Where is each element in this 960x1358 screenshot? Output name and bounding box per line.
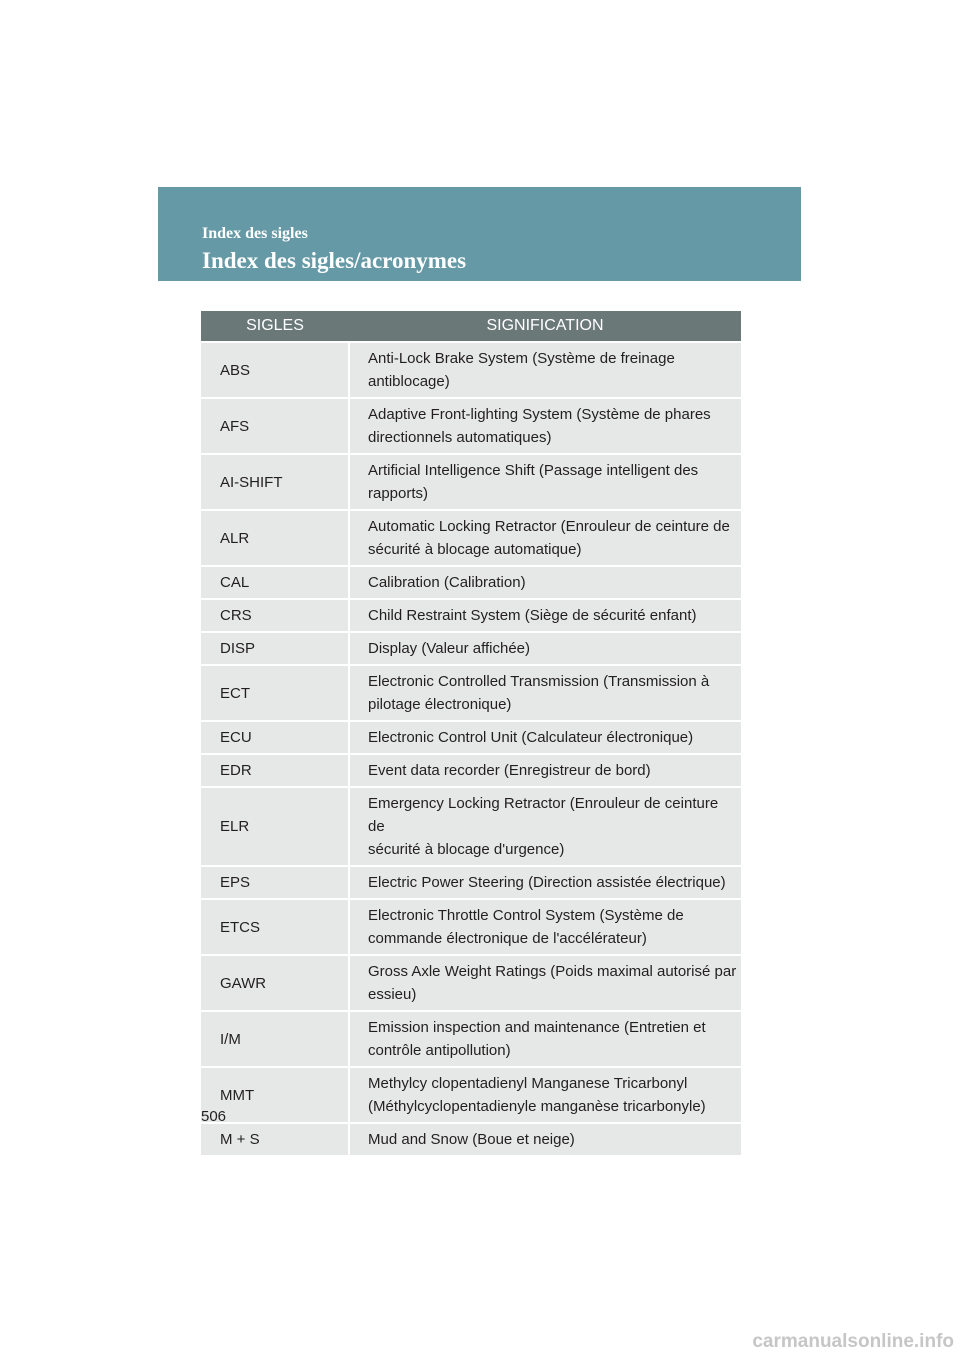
meaning-line: Electronic Control Unit (Calculateur électronique) <box>368 729 694 746</box>
acronym-cell: ALR <box>201 510 349 566</box>
acronym-cell: ECT <box>201 665 349 721</box>
meaning-cell <box>349 566 741 599</box>
meaning-cell <box>349 342 741 398</box>
table-row <box>201 1067 741 1123</box>
meaning-line: Anti-Lock Brake System (Système de freinage <box>368 350 675 367</box>
meaning-line: pilotage électronique) <box>368 696 512 713</box>
table-row <box>201 599 741 632</box>
acronym-cell: I/M <box>201 1011 349 1067</box>
page-title: Index des sigles/acronymes <box>202 248 467 273</box>
meaning-line: Gross Axle Weight Ratings (Poids maximal autorisé par <box>368 963 737 980</box>
table-header-row <box>201 311 741 342</box>
meaning-cell <box>349 866 741 899</box>
table-row <box>201 342 741 398</box>
meaning-cell <box>349 721 741 754</box>
meaning-cell <box>349 955 741 1011</box>
meaning-line: sécurité à blocage d'urgence) <box>368 841 565 858</box>
meaning-line: rapports) <box>368 485 429 502</box>
acronym-cell: CRS <box>201 599 349 632</box>
meaning-line: essieu) <box>368 986 417 1003</box>
acronym-cell: ELR <box>201 787 349 866</box>
meaning-cell <box>349 1123 741 1155</box>
table-row <box>201 721 741 754</box>
table-row <box>201 787 741 866</box>
acronym-cell: ETCS <box>201 899 349 955</box>
acronym-cell: EPS <box>201 866 349 899</box>
table-row <box>201 1011 741 1067</box>
meaning-line: Display (Valeur affichée) <box>368 640 531 657</box>
meaning-cell <box>349 454 741 510</box>
acronym-table <box>201 311 741 1155</box>
meaning-line: Adaptive Front-lighting System (Système de phares <box>368 406 711 423</box>
acronym-cell: GAWR <box>201 955 349 1011</box>
meaning-line: antiblocage) <box>368 373 450 390</box>
table-body <box>201 342 741 1155</box>
table-row <box>201 398 741 454</box>
table-row <box>201 454 741 510</box>
meaning-line: Automatic Locking Retractor (Enrouleur de ceinture de <box>368 518 730 535</box>
meaning-line: Methylcy clopentadienyl Manganese Tricarbonyl <box>368 1075 688 1092</box>
meaning-cell <box>349 787 741 866</box>
table-row <box>201 665 741 721</box>
meaning-cell <box>349 632 741 665</box>
table-row <box>201 955 741 1011</box>
meaning-line: contrôle antipollution) <box>368 1042 511 1059</box>
watermark-text: carmanualsonline.info <box>752 1331 954 1352</box>
table-row <box>201 510 741 566</box>
meaning-cell <box>349 1011 741 1067</box>
meaning-cell <box>349 754 741 787</box>
column-header-acronym: SIGLES <box>201 311 349 342</box>
table-row <box>201 1123 741 1155</box>
page-number: 506 <box>201 1108 227 1125</box>
acronym-cell: AI-SHIFT <box>201 454 349 510</box>
meaning-cell <box>349 510 741 566</box>
meaning-line: Emission inspection and maintenance (Entretien et <box>368 1019 706 1036</box>
acronym-cell: DISP <box>201 632 349 665</box>
acronym-cell: EDR <box>201 754 349 787</box>
meaning-line: commande électronique de l'accélérateur) <box>368 930 647 947</box>
meaning-cell <box>349 398 741 454</box>
meaning-line: Artificial Intelligence Shift (Passage intelligent des <box>368 462 699 479</box>
meaning-line: Calibration (Calibration) <box>368 574 526 591</box>
column-header-meaning: SIGNIFICATION <box>349 311 741 342</box>
meaning-cell <box>349 599 741 632</box>
section-subtitle: Index des sigles <box>202 225 308 242</box>
acronym-cell: MMT <box>201 1067 349 1123</box>
meaning-line: Electronic Throttle Control System (Système de <box>368 907 684 924</box>
table-row <box>201 899 741 955</box>
acronym-cell: AFS <box>201 398 349 454</box>
section-header <box>158 187 801 281</box>
meaning-cell <box>349 665 741 721</box>
table-row <box>201 866 741 899</box>
table-row <box>201 754 741 787</box>
meaning-line: sécurité à blocage automatique) <box>368 541 582 558</box>
table-row <box>201 632 741 665</box>
meaning-cell <box>349 1067 741 1123</box>
meaning-line: Mud and Snow (Boue et neige) <box>368 1131 575 1148</box>
meaning-line: Event data recorder (Enregistreur de bord) <box>368 762 651 779</box>
meaning-line: Electronic Controlled Transmission (Transmission à <box>368 673 710 690</box>
meaning-line: Electric Power Steering (Direction assistée électrique) <box>368 874 726 891</box>
meaning-line: directionnels automatiques) <box>368 429 552 446</box>
acronym-cell: ECU <box>201 721 349 754</box>
meaning-line: Child Restraint System (Siège de sécurité enfant) <box>368 607 697 624</box>
acronym-cell: ABS <box>201 342 349 398</box>
meaning-line: (Méthylcyclopentadienyle manganèse tricarbonyle) <box>368 1098 706 1115</box>
acronym-cell: CAL <box>201 566 349 599</box>
acronym-cell: M + S <box>201 1123 349 1155</box>
meaning-cell <box>349 899 741 955</box>
table-row <box>201 566 741 599</box>
meaning-line: Emergency Locking Retractor (Enrouleur de ceinture de <box>368 795 719 835</box>
